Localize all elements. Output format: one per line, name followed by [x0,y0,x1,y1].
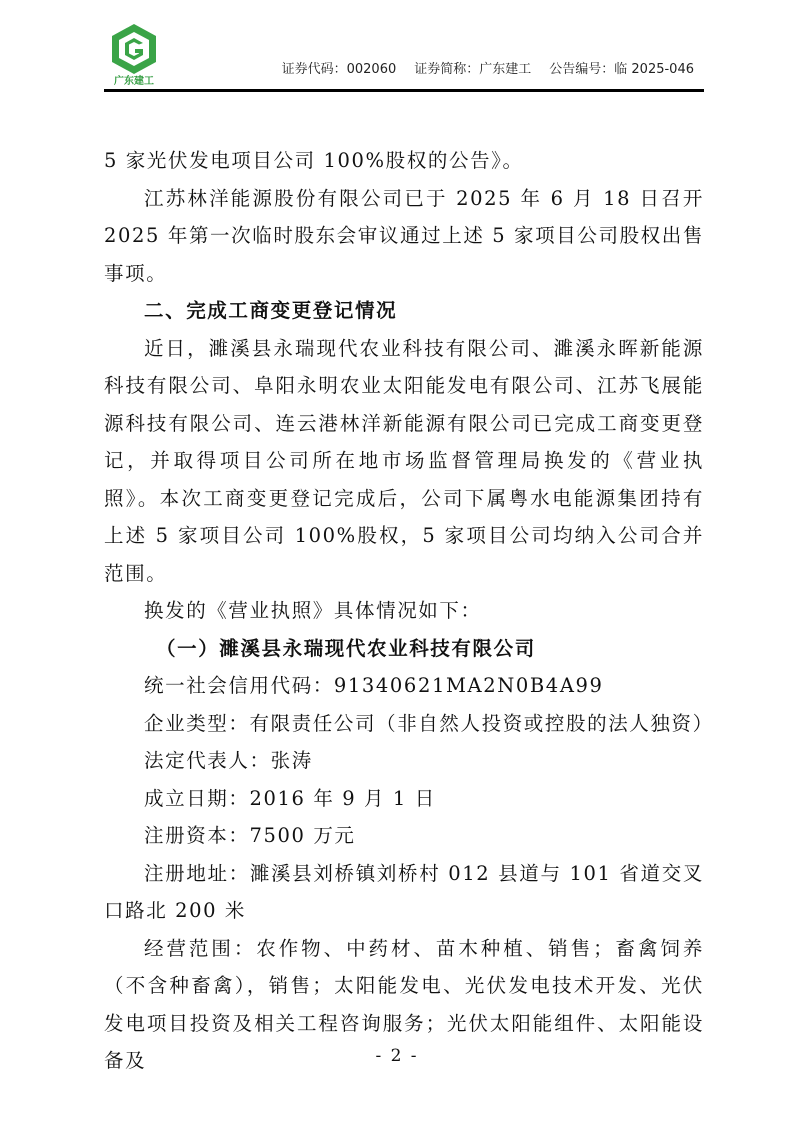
stock-abbreviation: 证券简称：广东建工 [414,62,532,77]
paragraph-continuation: 5 家光伏发电项目公司 100%股权的公告》。 [104,149,524,172]
page-number: - 2 - [375,1046,419,1066]
business-scope: 经营范围：农作物、中药材、苗木种植、销售；畜禽饲养（不含种畜禽），销售；太阳能发电、光伏发电技术开发、光伏发电项目投资及相关工程咨询服务；光伏太阳能组件、太阳能设备及 [104,936,704,1072]
section-heading: 二、完成工商变更登记情况 [144,299,398,322]
stock-code: 证券代码：002060 [281,62,397,77]
credit-code: 统一社会信用代码：91340621MA2N0B4A99 [144,674,604,697]
header-divider [104,89,704,92]
registered-address: 注册地址：濉溪县刘桥镇刘桥村 012 县道与 101 省道交叉口路北 200 米 [104,861,704,922]
establishment-date: 成立日期：2016 年 9 月 1 日 [144,786,436,810]
paragraph-license-intro: 换发的《营业执照》具体情况如下： [144,599,482,622]
company-type: 企业类型：有限责任公司（非自然人投资或控股的法人独资） [144,711,714,735]
subsection-heading: （一）濉溪县永瑞现代农业科技有限公司 [156,636,536,660]
document-body [104,142,714,1080]
registered-capital: 注册资本：7500 万元 [144,824,356,847]
announcement-number: 公告编号：临 2025-046 [549,62,694,77]
paragraph-registration: 近日，濉溪县永瑞现代农业科技有限公司、濉溪永晖新能源科技有限公司、阜阳永明农业太阳能发电有限公司、江苏飞展能源科技有限公司、连云港林洋新能源有限公司已完成工商变更登记，并取得项目公司所在地市场监督管理局换发的《营业执照》。本次工商变更登记完成后，公司下属粤水电能源集团持有上述 5 家项目公司 100%股权，5 家项目公司均纳入公司合并范围。 [104,336,704,585]
header-meta [264,58,694,77]
logo-text: 广东建工 [114,76,154,87]
paragraph-shareholder-meeting: 江苏林洋能源股份有限公司已于 2025 年 6 月 18 日召开 2025 年第一次临时股东会审议通过上述 5 家项目公司股权出售事项。 [104,186,704,285]
legal-representative: 法定代表人：张涛 [144,749,313,772]
